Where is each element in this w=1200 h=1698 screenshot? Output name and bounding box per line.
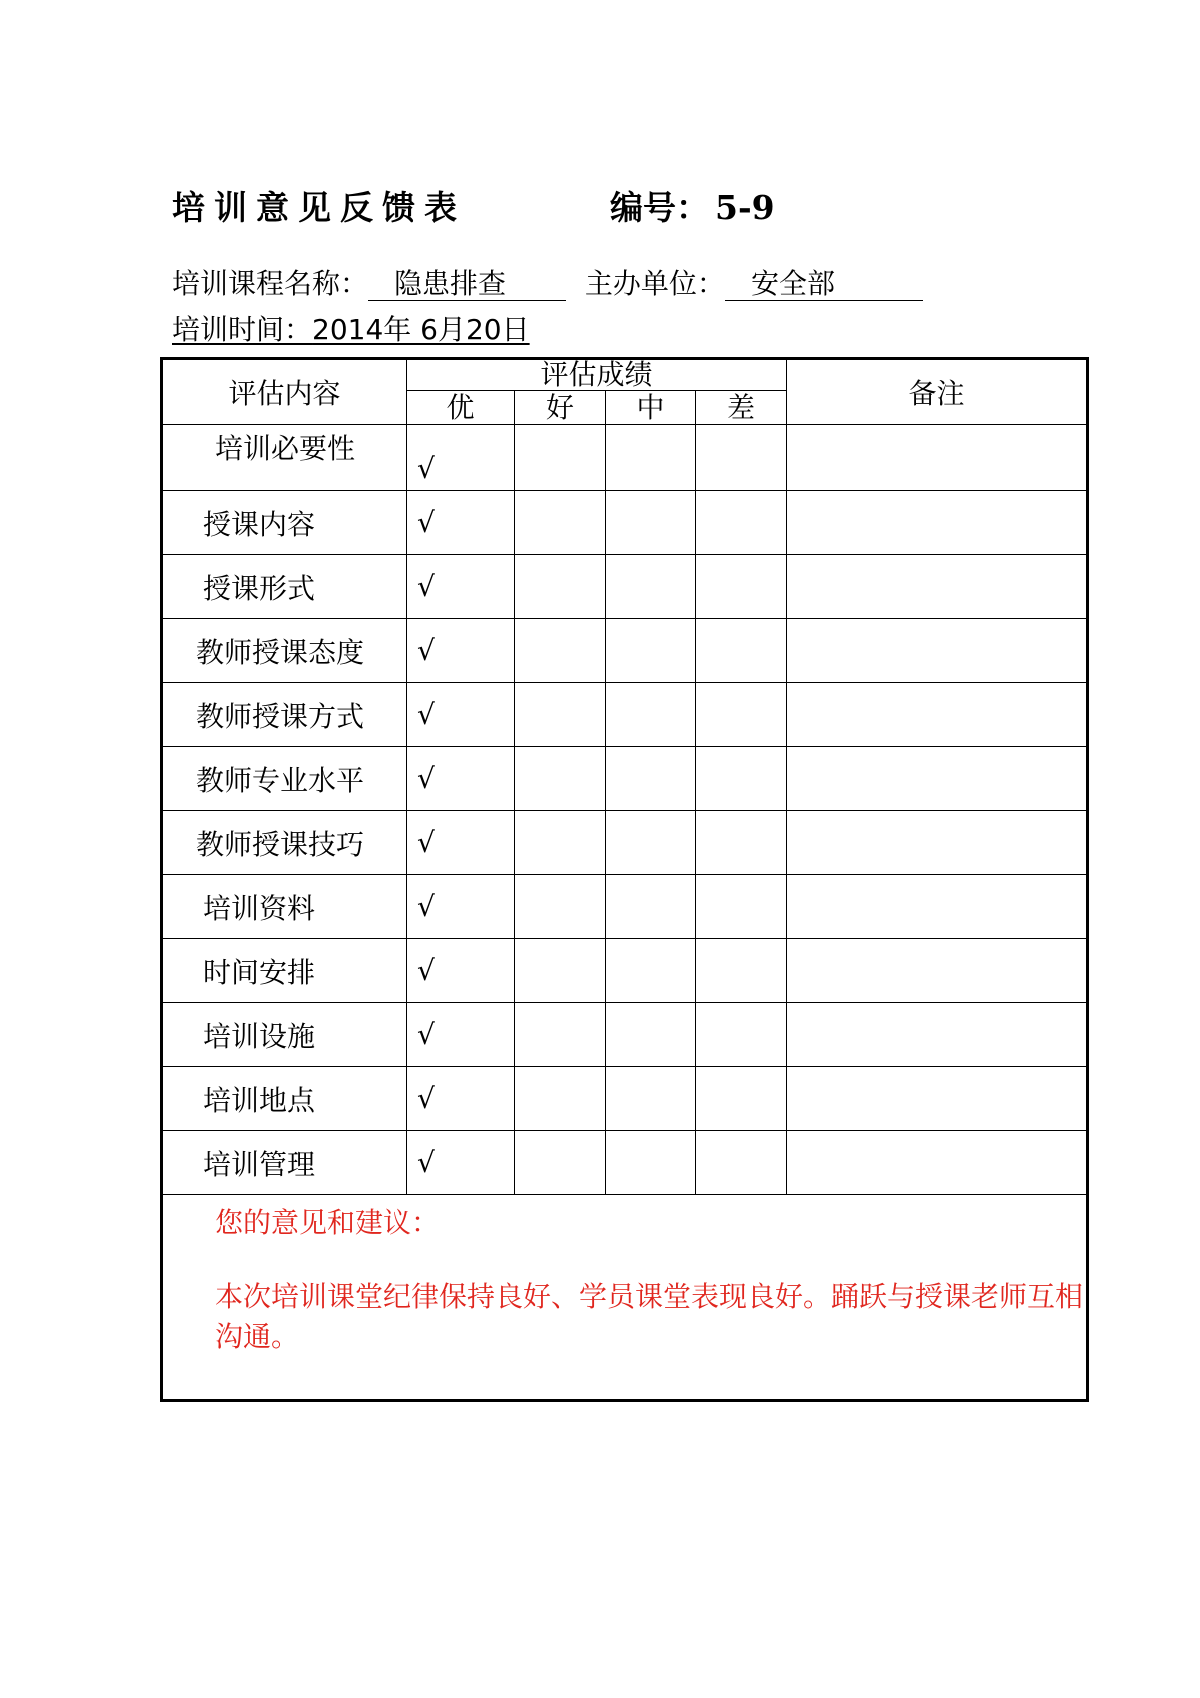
grade-excellent: 优 [407, 391, 515, 425]
table-row [162, 425, 1088, 491]
empty-cell [515, 811, 606, 875]
header-evaluation-content: 评估内容 [162, 359, 407, 425]
table-row [162, 875, 1088, 939]
empty-cell [696, 1067, 787, 1131]
check-mark: √ [407, 683, 515, 747]
empty-cell [606, 619, 696, 683]
table-row [162, 939, 1088, 1003]
document-number-value: 5-9 [715, 188, 775, 227]
remark-cell [787, 811, 1088, 875]
check-mark: √ [407, 555, 515, 619]
row-item: 培训设施 [162, 1003, 407, 1067]
table-header-row [162, 359, 1088, 391]
empty-cell [696, 491, 787, 555]
training-time-label: 培训时间： [172, 313, 313, 346]
host-unit-label: 主办单位： [584, 267, 725, 300]
remark-cell [787, 1067, 1088, 1131]
table-row [162, 491, 1088, 555]
course-name-value: 隐患排查 [394, 267, 507, 300]
host-unit-field [725, 268, 923, 301]
course-name-label: 培训课程名称： [172, 267, 369, 300]
table-row [162, 747, 1088, 811]
remark-cell [787, 747, 1088, 811]
course-info-line [172, 262, 923, 302]
grade-average: 中 [606, 391, 696, 425]
check-mark: √ [407, 1067, 515, 1131]
empty-cell [515, 683, 606, 747]
empty-cell [606, 425, 696, 491]
empty-cell [515, 875, 606, 939]
empty-cell [606, 1131, 696, 1195]
table-row [162, 1067, 1088, 1131]
check-mark: √ [407, 425, 515, 491]
row-item: 授课内容 [162, 491, 407, 555]
empty-cell [515, 1003, 606, 1067]
row-item: 教师授课方式 [162, 683, 407, 747]
document-number [610, 182, 775, 229]
check-mark: √ [407, 491, 515, 555]
empty-cell [696, 425, 787, 491]
remark-cell [787, 875, 1088, 939]
grade-good: 好 [515, 391, 606, 425]
empty-cell [515, 619, 606, 683]
check-mark: √ [407, 875, 515, 939]
table-row [162, 683, 1088, 747]
empty-cell [515, 939, 606, 1003]
remark-cell [787, 1131, 1088, 1195]
empty-cell [696, 747, 787, 811]
table-row [162, 811, 1088, 875]
document-number-label: 编号： [610, 188, 709, 227]
feedback-row [162, 1195, 1088, 1401]
empty-cell [515, 1067, 606, 1131]
feedback-label: 您的意见和建议： [215, 1206, 440, 1239]
empty-cell [606, 939, 696, 1003]
row-item: 教师授课技巧 [162, 811, 407, 875]
host-unit-value: 安全部 [750, 267, 835, 300]
empty-cell [515, 555, 606, 619]
empty-cell [696, 1003, 787, 1067]
header-evaluation-score: 评估成绩 [407, 359, 787, 391]
empty-cell [696, 811, 787, 875]
empty-cell [696, 619, 787, 683]
document-title: 培训意见反馈表 [172, 188, 466, 227]
row-item: 培训地点 [162, 1067, 407, 1131]
row-item: 培训资料 [162, 875, 407, 939]
remark-cell [787, 425, 1088, 491]
empty-cell [696, 1131, 787, 1195]
feedback-text: 本次培训课堂纪律保持良好、学员课堂表现良好。踊跃与授课老师互相沟通。 [215, 1280, 1084, 1353]
row-item: 教师授课态度 [162, 619, 407, 683]
empty-cell [606, 1067, 696, 1131]
row-item: 教师专业水平 [162, 747, 407, 811]
table-row [162, 1131, 1088, 1195]
empty-cell [606, 1003, 696, 1067]
table-row [162, 619, 1088, 683]
empty-cell [515, 747, 606, 811]
empty-cell [696, 875, 787, 939]
check-mark: √ [407, 811, 515, 875]
empty-cell [515, 1131, 606, 1195]
feedback-cell [162, 1195, 1088, 1401]
empty-cell [606, 491, 696, 555]
remark-cell [787, 555, 1088, 619]
check-mark: √ [407, 747, 515, 811]
row-item: 培训管理 [162, 1131, 407, 1195]
empty-cell [515, 425, 606, 491]
empty-cell [696, 555, 787, 619]
course-name-field [368, 268, 566, 301]
check-mark: √ [407, 619, 515, 683]
row-item: 授课形式 [162, 555, 407, 619]
empty-cell [606, 811, 696, 875]
empty-cell [606, 555, 696, 619]
training-time-value: 2014年 6月20日 [312, 313, 530, 346]
table-row [162, 1003, 1088, 1067]
row-item: 培训必要性 [162, 425, 407, 491]
empty-cell [696, 683, 787, 747]
evaluation-table [160, 357, 1089, 1402]
empty-cell [696, 939, 787, 1003]
title-row [172, 182, 872, 232]
check-mark: √ [407, 939, 515, 1003]
row-item: 时间安排 [162, 939, 407, 1003]
check-mark: √ [407, 1131, 515, 1195]
empty-cell [606, 683, 696, 747]
remark-cell [787, 619, 1088, 683]
remark-cell [787, 491, 1088, 555]
remark-cell [787, 939, 1088, 1003]
remark-cell [787, 683, 1088, 747]
header-remarks: 备注 [787, 359, 1088, 425]
time-info-line [172, 308, 530, 348]
check-mark: √ [407, 1003, 515, 1067]
empty-cell [606, 875, 696, 939]
empty-cell [606, 747, 696, 811]
empty-cell [515, 491, 606, 555]
remark-cell [787, 1003, 1088, 1067]
table-row [162, 555, 1088, 619]
grade-poor: 差 [696, 391, 787, 425]
